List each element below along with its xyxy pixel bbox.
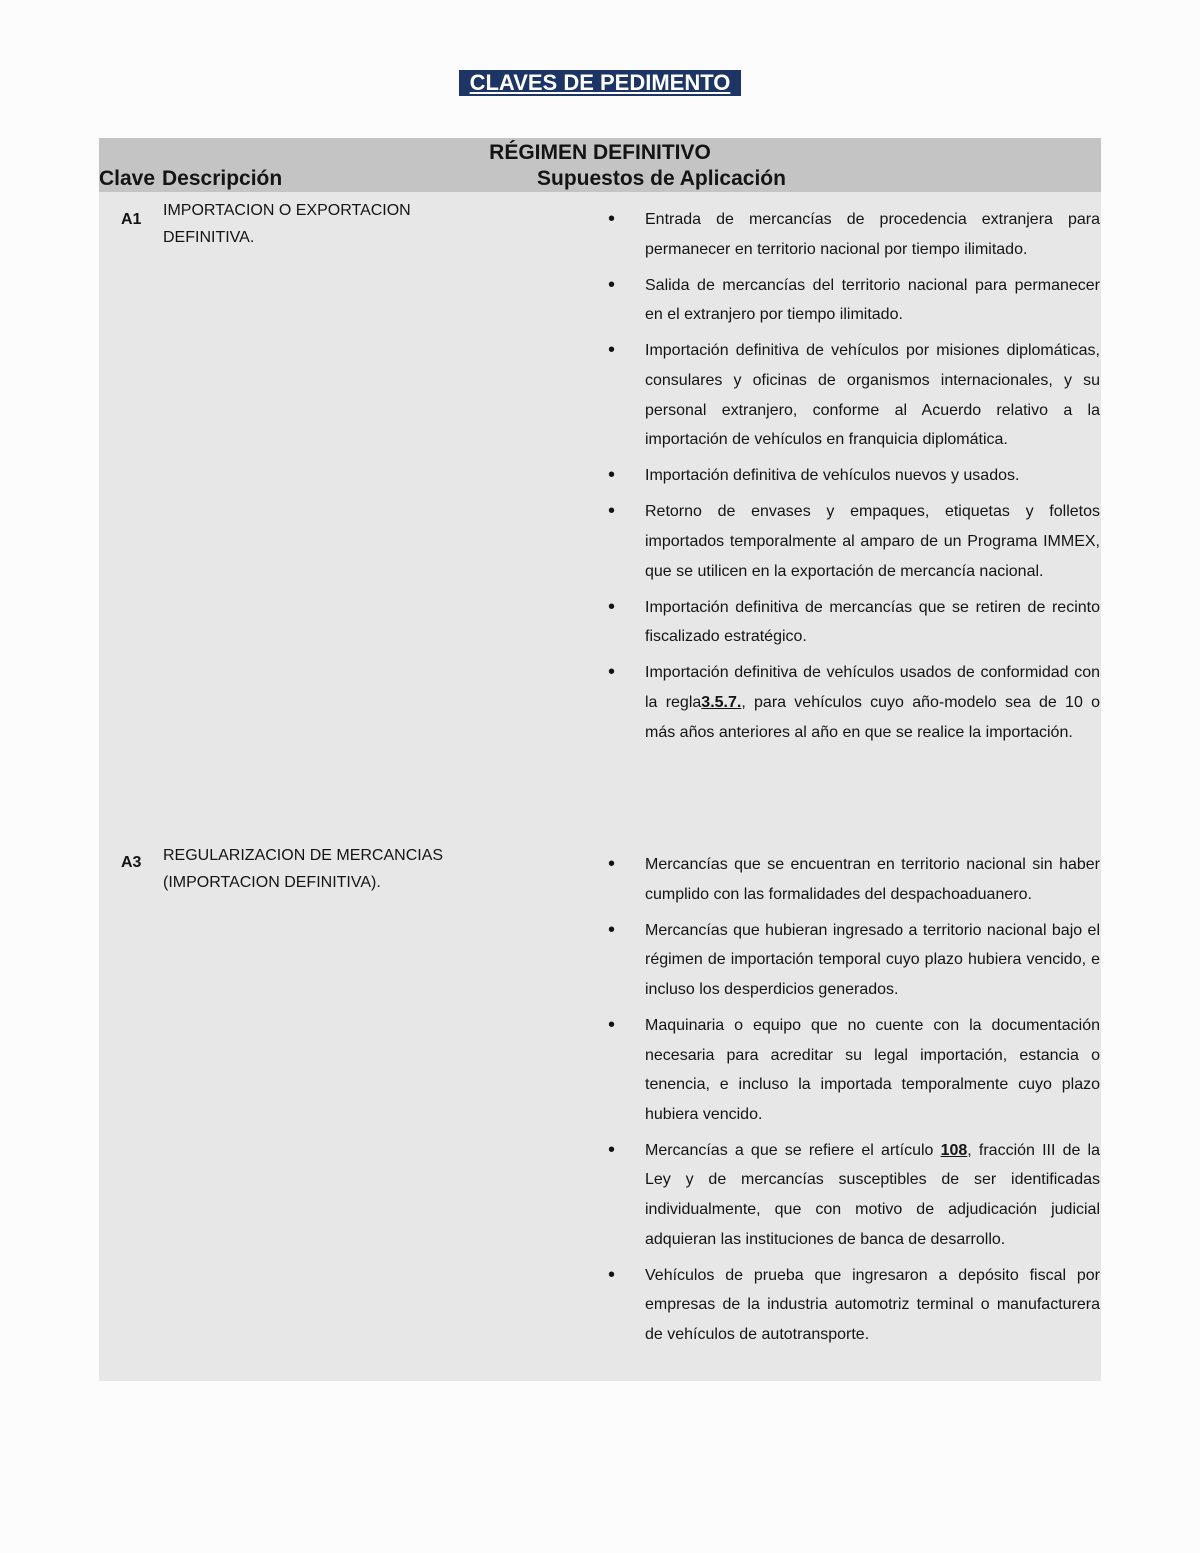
descripcion-line: (IMPORTACION DEFINITIVA).: [163, 874, 381, 891]
supuesto-item: [606, 1136, 1100, 1254]
descripcion-line: REGULARIZACION DE MERCANCIAS: [163, 847, 444, 864]
supuesto-item: • Importación definitiva de vehículos por misiones diplomáticas, consulares y oficinas de organismos internacionales, y su personal extranjero, conforme al Acuerdo relativo a la importación de vehículos en franquicia diplomática.: [606, 336, 1100, 454]
supuesto-text: , para vehículos cuyo año-modelo sea de 10 o más años anteriores al año en que se realice la importación.: [645, 693, 1100, 741]
regla-link[interactable]: 3.5.7.: [701, 693, 742, 711]
supuesto-text: Mercancías a que se refiere el artículo: [645, 1141, 941, 1159]
supuesto-item: [606, 658, 1100, 747]
column-header-descripcion: Descripción: [162, 167, 283, 190]
row-descripcion-a1: [163, 197, 503, 251]
row-descripcion-a3: [163, 842, 503, 896]
descripcion-line: IMPORTACION O EXPORTACION: [163, 202, 411, 219]
supuestos-list-a3: [606, 850, 1100, 1356]
supuesto-item: • Mercancías que hubieran ingresado a territorio nacional bajo el régimen de importación temporal cuyo plazo hubiera vencido, e incluso los desperdicios generados.: [606, 916, 1100, 1005]
supuesto-item: • Retorno de envases y empaques, etiquetas y folletos importados temporalmente al amparo de un Programa IMMEX, que se utilicen en la exportación de mercancía nacional.: [606, 497, 1100, 586]
document-title: CLAVES DE PEDIMENTO: [459, 70, 741, 96]
articulo-link[interactable]: 108: [940, 1141, 968, 1159]
column-header-supuestos: Supuestos de Aplicación: [537, 167, 786, 190]
regimen-heading: RÉGIMEN DEFINITIVO: [489, 141, 711, 164]
column-header-clave: Clave: [99, 167, 156, 190]
supuesto-item: • Importación definitiva de vehículos nuevos y usados.: [606, 461, 1100, 491]
supuesto-item: • Salida de mercancías del territorio nacional para permanecer en el extranjero por tiempo ilimitado.: [606, 271, 1100, 330]
row-clave-a1: A1: [121, 211, 142, 228]
supuesto-text: Importación definitiva de vehículos usados de conformidad con la regla: [645, 664, 1100, 711]
supuesto-item: • Entrada de mercancías de procedencia extranjera para permanecer en territorio nacional por tiempo ilimitado.: [606, 205, 1100, 264]
row-clave-a3: A3: [121, 854, 142, 871]
table-header: [99, 138, 1101, 192]
supuesto-item: • Mercancías que se encuentran en territorio nacional sin haber cumplido con las formalidades del despachoaduanero.: [606, 850, 1100, 909]
descripcion-line: DEFINITIVA.: [163, 229, 255, 246]
supuesto-item: • Importación definitiva de mercancías que se retiren de recinto fiscalizado estratégico.: [606, 593, 1100, 652]
supuesto-text: , fracción III de la Ley y de mercancías susceptibles de ser identificadas individualmente, que con motivo de adjudicación judicial adquieran las instituciones de banca de desarrollo.: [645, 1141, 1100, 1248]
supuesto-item: • Vehículos de prueba que ingresaron a depósito fiscal por empresas de la industria automotriz terminal o manufacturera de vehículos de autotransporte.: [606, 1261, 1100, 1350]
supuestos-list-a1: [606, 205, 1100, 754]
table-body: [99, 192, 1101, 1381]
supuesto-item: • Maquinaria o equipo que no cuente con la documentación necesaria para acreditar su legal importación, estancia o tenencia, e incluso la importada temporalmente cuyo plazo hubiera vencido.: [606, 1011, 1100, 1129]
